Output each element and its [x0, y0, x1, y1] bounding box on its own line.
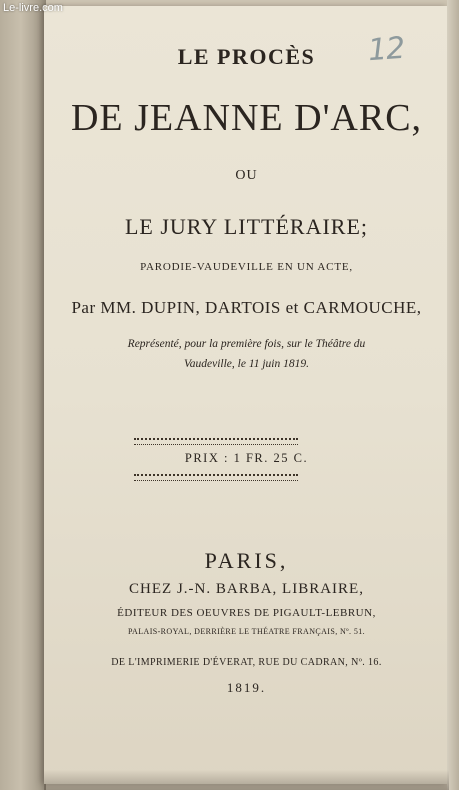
publisher-note: ÉDITEUR DES OEUVRES DE PIGAULT-LEBRUN, [117, 607, 376, 619]
handwritten-number: 12 [366, 30, 406, 69]
printer-line: DE L'IMPRIMERIE D'ÉVERAT, RUE DU CADRAN, Nº. 16. [111, 657, 382, 668]
subtitle: LE JURY LITTÉRAIRE; [124, 214, 369, 239]
genre-line: PARODIE-VAUDEVILLE EN UN ACTE, [140, 261, 353, 273]
conjunction-ou: OU [235, 168, 258, 183]
page-bottom-shadow [44, 770, 449, 790]
authors-line: Par MM. DUPIN, DARTOIS et CARMOUCHE, [71, 298, 422, 317]
performance-line-2: Vaudeville, le 11 juin 1819. [184, 358, 309, 370]
publisher-address: PALAIS-ROYAL, DERRIÈRE LE THÉATRE FRANÇAIS, Nº. 51. [127, 627, 366, 636]
publisher: CHEZ J.-N. BARBA, LIBRAIRE, [129, 581, 364, 597]
watermark: Le-livre.com [3, 2, 63, 14]
dotted-rule-bottom [134, 474, 298, 481]
year: 1819. [226, 680, 267, 695]
dotted-rule-top [134, 438, 298, 445]
title-line-2: DE JEANNE D'ARC, [70, 97, 423, 139]
performance-line-1: Représenté, pour la première fois, sur le Théâtre du [127, 338, 366, 350]
title-line-1: LE PROCÈS [177, 44, 316, 69]
city: PARIS, [204, 548, 289, 573]
price-line: PRIX : 1 FR. 25 C. [184, 451, 309, 465]
book-binding-edge [0, 0, 46, 790]
